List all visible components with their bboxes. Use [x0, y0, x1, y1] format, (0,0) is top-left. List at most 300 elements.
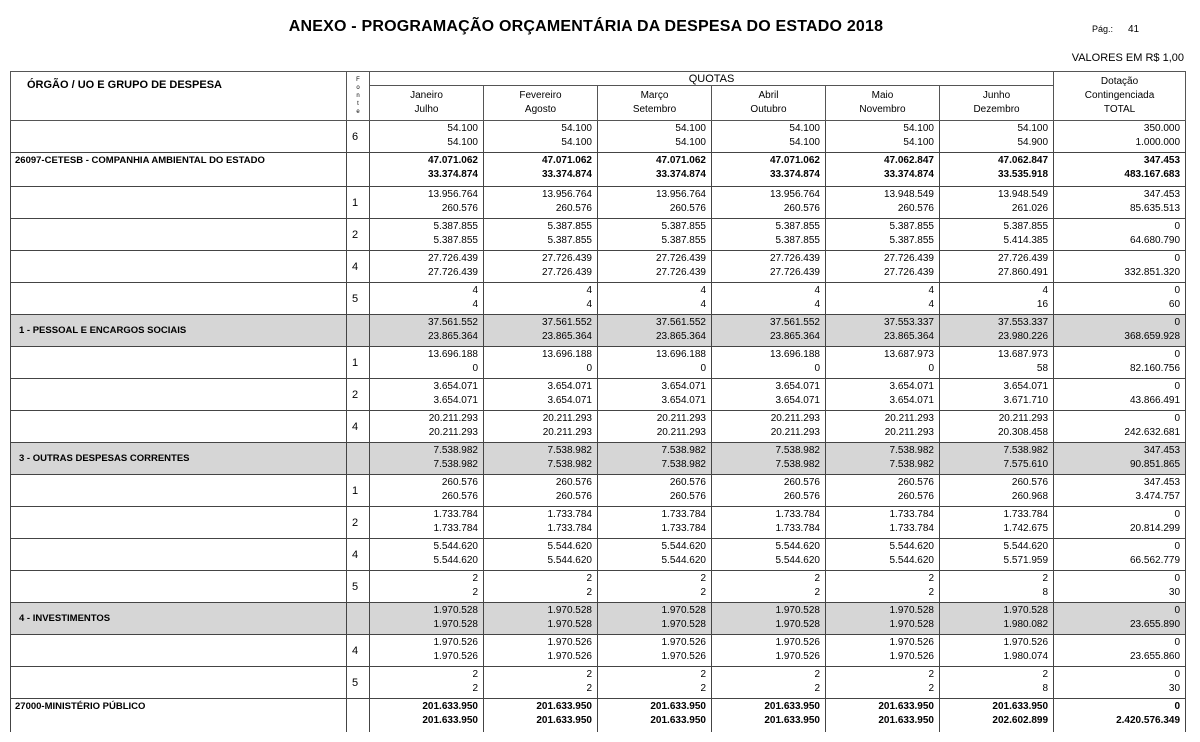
quota-cell — [826, 347, 940, 379]
quota-cell — [598, 571, 712, 603]
first-semester-value: 13.687.973 — [997, 349, 1049, 360]
quota-cell — [370, 219, 484, 251]
second-semester-value: 1.980.074 — [1003, 651, 1049, 662]
first-semester-value: 54.100 — [903, 123, 934, 134]
first-semester-value: 5.544.620 — [661, 541, 706, 552]
quota-cell — [370, 411, 484, 443]
first-semester-value: 1.970.528 — [661, 605, 706, 616]
second-semester-value: 5.544.620 — [775, 555, 820, 566]
quota-cell — [598, 635, 712, 667]
fonte-letter: t — [357, 101, 359, 107]
total-cell — [1054, 219, 1186, 251]
first-semester-value: 0 — [1174, 701, 1181, 712]
fonte-cell: 5 — [347, 667, 370, 699]
first-semester-value: 3.654.071 — [661, 381, 706, 392]
second-semester-value: 260.576 — [897, 203, 934, 214]
month-first: Fevereiro — [519, 90, 562, 101]
quota-cell — [712, 475, 826, 507]
total-cell — [1054, 379, 1186, 411]
first-semester-value: 13.948.549 — [997, 189, 1049, 200]
first-semester-value: 2 — [700, 669, 706, 680]
second-semester-value: 1.970.528 — [889, 619, 934, 630]
first-semester-value: 201.633.950 — [764, 701, 820, 712]
second-semester-value: 2 — [472, 587, 478, 598]
second-semester-value: 3.671.710 — [1003, 395, 1049, 406]
fonte-row — [11, 379, 1186, 411]
first-semester-value: 0 — [1174, 349, 1181, 360]
first-semester-value: 13.696.188 — [655, 349, 706, 360]
quota-cell — [940, 475, 1054, 507]
quota-cell — [370, 121, 484, 153]
first-semester-value: 47.062.847 — [883, 155, 934, 166]
second-semester-value: 260.968 — [1011, 491, 1049, 502]
first-semester-value: 1.970.526 — [661, 637, 706, 648]
first-semester-value: 347.453 — [1143, 189, 1181, 200]
first-semester-value: 20.211.293 — [542, 413, 592, 424]
first-semester-value: 13.956.764 — [769, 189, 820, 200]
second-semester-value: 20.211.293 — [428, 427, 478, 438]
quota-cell — [826, 635, 940, 667]
first-semester-value: 7.538.982 — [661, 445, 706, 456]
second-semester-value: 2 — [700, 587, 706, 598]
second-semester-value: 54.100 — [903, 137, 934, 148]
row-label — [11, 539, 347, 571]
second-semester-value: 54.100 — [561, 137, 592, 148]
quota-cell — [826, 571, 940, 603]
second-semester-value: 54.100 — [789, 137, 820, 148]
quota-cell — [484, 121, 598, 153]
second-semester-value: 30 — [1168, 683, 1181, 694]
first-semester-value: 13.956.764 — [655, 189, 706, 200]
month-second: Dezembro — [973, 104, 1020, 115]
second-semester-value: 260.576 — [669, 203, 706, 214]
quota-cell — [484, 379, 598, 411]
second-semester-value: 4 — [814, 299, 820, 310]
quota-cell — [826, 219, 940, 251]
first-semester-value: 260.576 — [441, 477, 478, 488]
fonte-row — [11, 411, 1186, 443]
second-semester-value: 1.742.675 — [1003, 523, 1049, 534]
second-semester-value: 5.544.620 — [547, 555, 592, 566]
quota-cell — [826, 699, 940, 733]
quota-cell — [940, 251, 1054, 283]
total-cell — [1054, 539, 1186, 571]
first-semester-value: 3.654.071 — [889, 381, 934, 392]
first-semester-value: 3.654.071 — [775, 381, 820, 392]
first-semester-value: 201.633.950 — [650, 701, 706, 712]
first-semester-value: 260.576 — [783, 477, 820, 488]
first-semester-value: 2 — [472, 669, 478, 680]
page-title: ANEXO - PROGRAMAÇÃO ORÇAMENTÁRIA DA DESPESA DO ESTADO 2018 — [288, 18, 884, 35]
quota-cell — [370, 251, 484, 283]
quota-cell — [712, 347, 826, 379]
second-semester-value: 58 — [1036, 363, 1049, 374]
month-second: Agosto — [524, 104, 557, 115]
first-semester-value: 5.387.855 — [433, 221, 478, 232]
second-semester-value: 1.970.526 — [661, 651, 706, 662]
quota-cell — [598, 251, 712, 283]
row-label — [11, 635, 347, 667]
first-semester-value: 4 — [1042, 285, 1049, 296]
header-month-pair — [826, 86, 940, 121]
second-semester-value: 260.576 — [783, 491, 820, 502]
second-semester-value: 1.980.082 — [1003, 619, 1049, 630]
first-semester-value: 347.453 — [1143, 445, 1181, 456]
second-semester-value: 201.633.950 — [878, 715, 934, 726]
quota-cell — [826, 475, 940, 507]
header-month-pair — [940, 86, 1054, 121]
second-semester-value: 20.211.293 — [656, 427, 706, 438]
first-semester-value: 2 — [586, 669, 592, 680]
second-semester-value: 5.387.855 — [547, 235, 592, 246]
quota-cell — [484, 347, 598, 379]
total-cell — [1054, 603, 1186, 635]
header-month-pair — [712, 86, 826, 121]
second-semester-value: 4 — [700, 299, 706, 310]
second-semester-value: 23.980.226 — [997, 331, 1049, 342]
first-semester-value: 37.561.552 — [769, 317, 820, 328]
quota-cell — [826, 603, 940, 635]
row-label: 3 - OUTRAS DESPESAS CORRENTES — [11, 443, 347, 475]
second-semester-value: 27.726.439 — [427, 267, 478, 278]
second-semester-value: 54.100 — [675, 137, 706, 148]
first-semester-value: 347.453 — [1143, 477, 1181, 488]
quota-cell — [598, 507, 712, 539]
fonte-cell — [347, 315, 370, 347]
quota-cell — [598, 283, 712, 315]
quota-cell — [826, 667, 940, 699]
quota-cell — [940, 283, 1054, 315]
first-semester-value: 0 — [1174, 413, 1181, 424]
second-semester-value: 1.000.000 — [1135, 137, 1181, 148]
fonte-letter: o — [356, 85, 360, 91]
fonte-cell: 5 — [347, 571, 370, 603]
quota-cell — [370, 315, 484, 347]
fonte-row — [11, 283, 1186, 315]
first-semester-value: 260.576 — [669, 477, 706, 488]
quota-cell — [826, 283, 940, 315]
first-semester-value: 13.696.188 — [427, 349, 478, 360]
total-cell — [1054, 251, 1186, 283]
expense-group-row — [11, 443, 1186, 475]
second-semester-value: 5.387.855 — [661, 235, 706, 246]
second-semester-value: 260.576 — [555, 491, 592, 502]
total-cell — [1054, 315, 1186, 347]
first-semester-value: 201.633.950 — [992, 701, 1049, 712]
second-semester-value: 7.538.982 — [433, 459, 478, 470]
quota-cell — [712, 507, 826, 539]
first-semester-value: 1.970.528 — [547, 605, 592, 616]
total-cell — [1054, 347, 1186, 379]
quota-cell — [712, 315, 826, 347]
total-cell — [1054, 443, 1186, 475]
second-semester-value: 54.100 — [447, 137, 478, 148]
first-semester-value: 13.687.973 — [883, 349, 934, 360]
first-semester-value: 3.654.071 — [433, 381, 478, 392]
first-semester-value: 260.576 — [1011, 477, 1049, 488]
fonte-row — [11, 475, 1186, 507]
fonte-row — [11, 347, 1186, 379]
row-label — [11, 121, 347, 153]
month-second: Novembro — [859, 104, 906, 115]
first-semester-value: 13.956.764 — [541, 189, 592, 200]
total-cell — [1054, 507, 1186, 539]
first-semester-value: 1.970.526 — [889, 637, 934, 648]
quota-cell — [370, 347, 484, 379]
quota-cell — [370, 153, 484, 187]
first-semester-value: 3.654.071 — [547, 381, 592, 392]
first-semester-value: 5.544.620 — [889, 541, 934, 552]
second-semester-value: 5.544.620 — [661, 555, 706, 566]
second-semester-value: 332.851.320 — [1124, 267, 1181, 278]
second-semester-value: 64.680.790 — [1129, 235, 1181, 246]
first-semester-value: 27.726.439 — [883, 253, 934, 264]
fonte-letter: e — [356, 109, 360, 115]
second-semester-value: 3.654.071 — [547, 395, 592, 406]
first-semester-value: 20.211.293 — [770, 413, 820, 424]
first-semester-value: 0 — [1174, 221, 1181, 232]
first-semester-value: 3.654.071 — [1003, 381, 1049, 392]
quota-cell — [484, 539, 598, 571]
first-semester-value: 47.071.062 — [541, 155, 592, 166]
second-semester-value: 2 — [700, 683, 706, 694]
first-semester-value: 54.100 — [789, 123, 820, 134]
fonte-row — [11, 571, 1186, 603]
first-semester-value: 1.970.526 — [1003, 637, 1049, 648]
second-semester-value: 261.026 — [1011, 203, 1049, 214]
quota-cell — [370, 187, 484, 219]
second-semester-value: 33.374.874 — [883, 169, 934, 180]
quota-cell — [598, 121, 712, 153]
quota-cell — [484, 635, 598, 667]
second-semester-value: 201.633.950 — [422, 715, 478, 726]
quota-cell — [370, 507, 484, 539]
second-semester-value: 260.576 — [669, 491, 706, 502]
quota-cell — [484, 219, 598, 251]
second-semester-value: 1.970.528 — [661, 619, 706, 630]
first-semester-value: 54.100 — [447, 123, 478, 134]
first-semester-value: 5.544.620 — [433, 541, 478, 552]
fonte-row — [11, 539, 1186, 571]
first-semester-value: 347.453 — [1143, 155, 1181, 166]
quota-cell — [484, 411, 598, 443]
month-first: Maio — [871, 90, 894, 101]
quota-cell — [712, 603, 826, 635]
expense-group-row — [11, 315, 1186, 347]
header-total — [1054, 72, 1186, 121]
header-total-line: Contingenciada — [1084, 90, 1155, 101]
second-semester-value: 23.865.364 — [427, 331, 478, 342]
quota-cell — [712, 379, 826, 411]
second-semester-value: 1.970.528 — [433, 619, 478, 630]
quota-cell — [598, 443, 712, 475]
quota-cell — [484, 507, 598, 539]
second-semester-value: 82.160.756 — [1129, 363, 1181, 374]
first-semester-value: 4 — [814, 285, 820, 296]
row-label — [11, 571, 347, 603]
row-label — [11, 219, 347, 251]
first-semester-value: 20.211.293 — [884, 413, 934, 424]
first-semester-value: 37.561.552 — [655, 317, 706, 328]
month-second: Julho — [414, 104, 439, 115]
second-semester-value: 260.576 — [783, 203, 820, 214]
first-semester-value: 0 — [1174, 317, 1181, 328]
first-semester-value: 1.970.526 — [433, 637, 478, 648]
second-semester-value: 202.602.899 — [992, 715, 1049, 726]
quota-cell — [598, 219, 712, 251]
quota-cell — [370, 635, 484, 667]
first-semester-value: 27.726.439 — [427, 253, 478, 264]
first-semester-value: 2 — [928, 669, 934, 680]
second-semester-value: 8 — [1042, 587, 1049, 598]
second-semester-value: 1.733.784 — [661, 523, 706, 534]
page-number: 41 — [1128, 24, 1140, 35]
fonte-cell: 2 — [347, 379, 370, 411]
quota-cell — [484, 187, 598, 219]
quota-cell — [826, 443, 940, 475]
quota-cell — [598, 667, 712, 699]
page-label: Pág.: — [1092, 24, 1114, 34]
fonte-cell — [347, 699, 370, 733]
total-cell — [1054, 667, 1186, 699]
total-cell — [1054, 283, 1186, 315]
second-semester-value: 60 — [1168, 299, 1181, 310]
quota-cell — [598, 379, 712, 411]
quota-cell — [484, 699, 598, 733]
quota-cell — [940, 603, 1054, 635]
first-semester-value: 1.970.528 — [889, 605, 934, 616]
row-label — [11, 475, 347, 507]
quota-cell — [484, 603, 598, 635]
second-semester-value: 260.576 — [897, 491, 934, 502]
second-semester-value: 2.420.576.349 — [1116, 715, 1181, 726]
second-semester-value: 3.474.757 — [1135, 491, 1181, 502]
total-cell — [1054, 153, 1186, 187]
fonte-cell: 1 — [347, 347, 370, 379]
quota-cell — [940, 315, 1054, 347]
first-semester-value: 1.733.784 — [775, 509, 820, 520]
second-semester-value: 0 — [700, 363, 706, 374]
fonte-cell: 4 — [347, 539, 370, 571]
first-semester-value: 13.696.188 — [541, 349, 592, 360]
second-semester-value: 2 — [928, 683, 934, 694]
quota-cell — [940, 667, 1054, 699]
fonte-cell — [347, 443, 370, 475]
second-semester-value: 2 — [814, 587, 820, 598]
first-semester-value: 20.211.293 — [656, 413, 706, 424]
organ-row — [11, 699, 1186, 733]
second-semester-value: 260.576 — [441, 491, 478, 502]
second-semester-value: 3.654.071 — [775, 395, 820, 406]
row-label — [11, 507, 347, 539]
second-semester-value: 201.633.950 — [536, 715, 592, 726]
second-semester-value: 2 — [472, 683, 478, 694]
quota-cell — [598, 153, 712, 187]
quota-cell — [940, 153, 1054, 187]
quota-cell — [940, 571, 1054, 603]
quota-cell — [712, 187, 826, 219]
first-semester-value: 4 — [700, 285, 706, 296]
second-semester-value: 33.374.874 — [655, 169, 706, 180]
row-label: 1 - PESSOAL E ENCARGOS SOCIAIS — [11, 315, 347, 347]
header-quotas: QUOTAS — [370, 72, 1054, 86]
first-semester-value: 4 — [586, 285, 592, 296]
first-semester-value: 20.211.293 — [998, 413, 1049, 424]
second-semester-value: 27.860.491 — [997, 267, 1049, 278]
second-semester-value: 20.211.293 — [884, 427, 934, 438]
first-semester-value: 20.211.293 — [428, 413, 478, 424]
month-first: Junho — [982, 90, 1011, 101]
second-semester-value: 20.211.293 — [542, 427, 592, 438]
month-first: Abril — [758, 90, 779, 101]
second-semester-value: 1.970.526 — [433, 651, 478, 662]
first-semester-value: 1.733.784 — [661, 509, 706, 520]
quota-cell — [940, 411, 1054, 443]
quota-cell — [598, 603, 712, 635]
row-label — [11, 347, 347, 379]
quota-cell — [484, 315, 598, 347]
quota-cell — [940, 379, 1054, 411]
row-label: 26097-CETESB - COMPANHIA AMBIENTAL DO ESTADO — [11, 153, 347, 187]
month-first: Março — [640, 90, 669, 101]
total-cell — [1054, 475, 1186, 507]
second-semester-value: 7.538.982 — [547, 459, 592, 470]
second-semester-value: 5.544.620 — [433, 555, 478, 566]
second-semester-value: 30 — [1168, 587, 1181, 598]
second-semester-value: 90.851.865 — [1129, 459, 1181, 470]
first-semester-value: 201.633.950 — [536, 701, 592, 712]
first-semester-value: 0 — [1174, 605, 1181, 616]
fonte-row — [11, 251, 1186, 283]
header-fonte — [347, 72, 370, 121]
second-semester-value: 27.726.439 — [883, 267, 934, 278]
quota-cell — [940, 121, 1054, 153]
second-semester-value: 7.575.610 — [1003, 459, 1049, 470]
fonte-cell: 4 — [347, 411, 370, 443]
second-semester-value: 3.654.071 — [889, 395, 934, 406]
quota-cell — [598, 699, 712, 733]
quota-cell — [826, 153, 940, 187]
header-month-pair — [484, 86, 598, 121]
second-semester-value: 27.726.439 — [655, 267, 706, 278]
header-total-line: TOTAL — [1103, 104, 1136, 115]
second-semester-value: 2 — [814, 683, 820, 694]
first-semester-value: 7.538.982 — [775, 445, 820, 456]
quota-cell — [370, 539, 484, 571]
quota-cell — [826, 187, 940, 219]
first-semester-value: 0 — [1174, 381, 1181, 392]
first-semester-value: 7.538.982 — [1003, 445, 1049, 456]
quota-cell — [370, 283, 484, 315]
quota-cell — [940, 443, 1054, 475]
row-label — [11, 187, 347, 219]
fonte-row — [11, 667, 1186, 699]
quota-cell — [826, 121, 940, 153]
second-semester-value: 0 — [586, 363, 592, 374]
second-semester-value: 5.387.855 — [775, 235, 820, 246]
second-semester-value: 4 — [586, 299, 592, 310]
quota-cell — [484, 571, 598, 603]
row-label: 4 - INVESTIMENTOS — [11, 603, 347, 635]
fonte-row — [11, 635, 1186, 667]
quota-cell — [370, 443, 484, 475]
quota-cell — [940, 699, 1054, 733]
fonte-cell — [347, 153, 370, 187]
month-first: Janeiro — [410, 90, 443, 101]
second-semester-value: 5.387.855 — [889, 235, 934, 246]
second-semester-value: 4 — [472, 299, 478, 310]
quota-cell — [712, 699, 826, 733]
